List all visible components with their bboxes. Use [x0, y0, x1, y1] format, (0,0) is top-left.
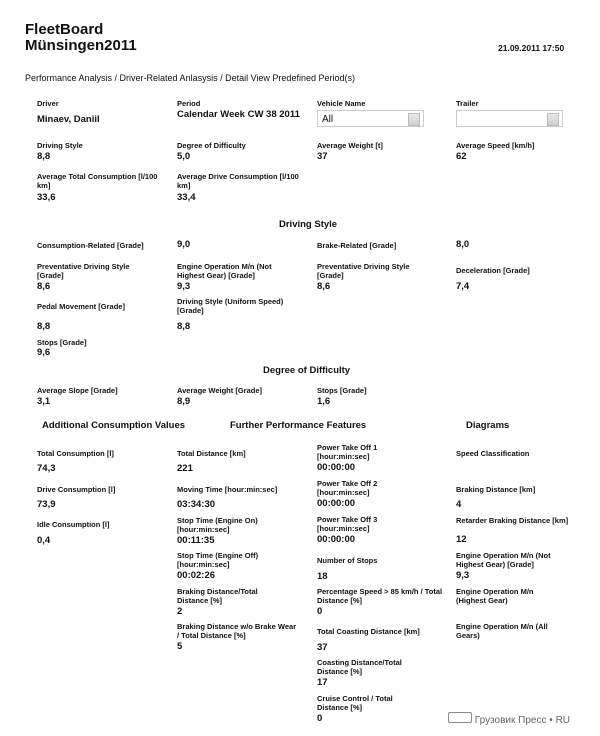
stop-engine-off-value: 00:02:26 [177, 570, 216, 581]
driving-style-value: 8,8 [37, 151, 51, 162]
stops-difficulty-label: Stops [Grade] [317, 386, 367, 395]
preventative2-label: Preventative Driving Style [Grade] [317, 262, 410, 280]
difficulty-heading: Degree of Difficulty [263, 365, 351, 376]
coast-total-label: Coasting Distance/Total Distance [%] [317, 658, 402, 676]
num-stops-value: 18 [317, 571, 328, 582]
uniform-speed-value: 8,8 [177, 321, 191, 332]
slope-value: 3,1 [37, 396, 51, 407]
avg-drive-cons-label: Average Drive Consumption [l/100 km] [177, 172, 299, 190]
pto2-label: Power Take Off 2 [hour:min:sec] [317, 479, 378, 497]
avg-weight-label: Average Weight [t] [317, 141, 383, 150]
engine-not-highest-value: 9,3 [456, 570, 470, 581]
total-distance-label: Total Distance [km] [177, 449, 246, 458]
engine-op-value: 9,3 [177, 281, 191, 292]
driving-style-label: Driving Style [37, 141, 83, 150]
preventative2-value: 8,6 [317, 281, 331, 292]
difficulty-value: 5,0 [177, 151, 191, 162]
slope-label: Average Slope [Grade] [37, 386, 118, 395]
coast-total-value: 17 [317, 677, 328, 688]
braking-wo-wear-label: Braking Distance w/o Brake Wear / Total Distance [%] [177, 622, 297, 640]
cruise-value: 0 [317, 713, 323, 724]
pto1-label: Power Take Off 1 [hour:min:sec] [317, 443, 378, 461]
engine-highest-label[interactable]: Engine Operation M/n (Highest Gear) [456, 587, 534, 605]
weight-grade-value: 8,9 [177, 396, 191, 407]
dropdown-arrow-icon[interactable] [547, 113, 559, 126]
stops-difficulty-value: 1,6 [317, 396, 331, 407]
braking-distance-label[interactable]: Braking Distance [km] [456, 485, 536, 494]
uniform-speed-label: Driving Style (Uniform Speed) [Grade] [177, 297, 284, 315]
stop-engine-on-label: Stop Time (Engine On) [hour:min:sec] [177, 516, 258, 534]
pedal-value: 8,8 [37, 321, 51, 332]
watermark [448, 712, 570, 726]
total-cons-label: Total Consumption [l] [37, 449, 114, 458]
difficulty-label: Degree of Difficulty [177, 141, 246, 150]
cruise-label: Cruise Control / Total Distance [%] [317, 694, 393, 712]
dropdown-arrow-icon[interactable] [408, 113, 420, 126]
driver-label: Driver [37, 99, 59, 108]
engine-all-label[interactable]: Engine Operation M/n (All Gears) [456, 622, 548, 640]
idle-cons-value: 0,4 [37, 535, 51, 546]
total-distance-value: 221 [177, 463, 193, 474]
further-heading: Further Performance Features [230, 420, 367, 431]
avg-speed-value: 62 [456, 151, 467, 162]
stop-engine-off-label: Stop Time (Engine Off) [hour:min:sec] [177, 551, 259, 569]
vehicle-label: Vehicle Name [317, 99, 366, 108]
trailer-label: Trailer [456, 99, 479, 108]
pedal-label: Pedal Movement [Grade] [37, 302, 125, 311]
avg-total-cons-value: 33,6 [37, 192, 56, 203]
brake-related-value: 8,0 [456, 239, 470, 250]
driver-value: Minaev, Daniil [37, 114, 100, 125]
speed-classification-link[interactable]: Speed Classification [456, 449, 530, 458]
engine-not-highest-label[interactable]: Engine Operation M/n (Not Highest Gear) [Grade] [456, 551, 551, 569]
stops-grade-label: Stops [Grade] [37, 338, 87, 347]
drive-cons-value: 73,9 [37, 499, 56, 510]
pto3-value: 00:00:00 [317, 534, 356, 545]
avg-total-cons-label: Average Total Consumption [l/100 km] [37, 172, 158, 190]
braking-distance-value: 4 [456, 499, 462, 510]
stops-grade-value: 9,6 [37, 347, 51, 358]
retarder-label[interactable]: Retarder Braking Distance [km] [456, 516, 569, 525]
report-datetime: 21.09.2011 17:50 [498, 43, 565, 53]
avg-speed-label: Average Speed [km/h] [456, 141, 535, 150]
vehicle-select[interactable] [317, 110, 424, 127]
coasting-label: Total Coasting Distance [km] [317, 627, 420, 636]
watermark-domain: RU [555, 715, 571, 726]
preventative-value: 8,6 [37, 281, 51, 292]
period-value: Calendar Week CW 38 2011 [177, 109, 300, 120]
pct-speed-value: 0 [317, 606, 323, 617]
consumption-related-label: Consumption-Related [Grade] [37, 241, 144, 250]
deceleration-value: 7,4 [456, 281, 470, 292]
brand-title: FleetBoard [25, 21, 104, 38]
braking-wo-wear-value: 5 [177, 641, 183, 652]
watermark-text: Грузовик Пресс [474, 715, 547, 726]
avg-weight-value: 37 [317, 151, 328, 162]
idle-cons-label: Idle Consumption [l] [37, 520, 110, 529]
preventative-label: Preventative Driving Style [Grade] [37, 262, 130, 280]
pct-speed-label: Percentage Speed > 85 km/h / Total Distance [%] [317, 587, 443, 605]
pto2-value: 00:00:00 [317, 498, 356, 509]
coasting-value: 37 [317, 642, 328, 653]
breadcrumb: Performance Analysis / Driver-Related Anlasysis / Detail View Predefined Period(s) [25, 73, 355, 83]
engine-op-label: Engine Operation M/n (Not Highest Gear) [Grade] [177, 262, 272, 280]
driving-style-heading: Driving Style [279, 219, 338, 230]
retarder-value: 12 [456, 534, 467, 545]
additional-heading: Additional Consumption Values [42, 420, 186, 431]
consumption-related-value: 9,0 [177, 239, 191, 250]
location-title: Münsingen2011 [25, 37, 137, 54]
trailer-select[interactable] [456, 110, 563, 127]
total-cons-value: 74,3 [37, 463, 56, 474]
period-label: Period [177, 99, 201, 108]
deceleration-label: Deceleration [Grade] [456, 266, 530, 275]
moving-time-label: Moving Time [hour:min:sec] [177, 485, 278, 494]
stop-engine-on-value: 00:11:35 [177, 535, 215, 546]
diagrams-heading: Diagrams [466, 420, 510, 431]
pto1-value: 00:00:00 [317, 462, 356, 473]
pto3-label: Power Take Off 3 [hour:min:sec] [317, 515, 378, 533]
moving-time-value: 03:34:30 [177, 499, 216, 510]
weight-grade-label: Average Weight [Grade] [177, 386, 263, 395]
braking-total-label: Braking Distance/Total Distance [%] [177, 587, 258, 605]
brake-related-label: Brake-Related [Grade] [317, 241, 397, 250]
braking-total-value: 2 [177, 606, 183, 617]
truck-icon [448, 712, 472, 723]
drive-cons-label: Drive Consumption [l] [37, 485, 116, 494]
watermark-dot-icon: • [549, 715, 553, 726]
vehicle-select-value: All [322, 114, 334, 125]
num-stops-label: Number of Stops [317, 556, 378, 565]
avg-drive-cons-value: 33,4 [177, 192, 196, 203]
